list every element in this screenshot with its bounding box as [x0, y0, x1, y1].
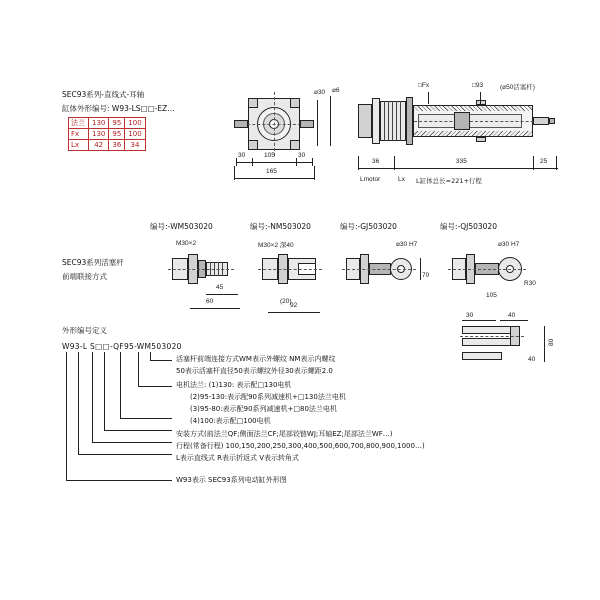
variant-2-code: 编号:-NM503020 — [250, 222, 311, 231]
variant-1-drawing — [172, 250, 242, 290]
legend-note-2: 电机法兰: (1)130: 表示配□130电机 — [176, 381, 292, 389]
label-piston-50: (⌀50活塞杆) — [500, 84, 535, 91]
end-view-drawing — [240, 90, 312, 156]
flange-table — [68, 117, 146, 151]
dim-right-30: 30 — [298, 152, 306, 159]
legend-note-1: 50表示活塞杆直径50表示螺纹外径30表示螺距2.0 — [176, 367, 333, 375]
flange-cell: 130 — [89, 118, 109, 129]
bracket-dim-80: 80 — [548, 338, 555, 346]
label-fx: □Fx — [418, 82, 430, 89]
variant-3-code: 编号:-GJ503020 — [340, 222, 397, 231]
variant-2-dim-20: (20) — [280, 298, 292, 305]
label-93: □93 — [472, 82, 484, 89]
flange-cell: 95 — [109, 129, 125, 140]
flange-cell: 100 — [125, 129, 145, 140]
legend-note-3: (2)95-130:表示配90系列减速机+□130法兰电机 — [190, 393, 346, 401]
legend-note-6: 安装方式(前法兰QF;侧面法兰CF;尾部铰链WJ;耳轴EZ;尾部法兰WF…) — [176, 430, 393, 438]
dim-25: 25 — [540, 158, 548, 165]
flange-cell: 100 — [125, 118, 145, 129]
dim-d6: ⌀6 — [332, 87, 340, 94]
flange-cell: 36 — [109, 140, 125, 151]
variant-1-thread: M30×2 — [176, 240, 197, 247]
dim-lmotor: Lmotor — [360, 176, 381, 183]
bracket-dim-40b: 40 — [528, 356, 536, 363]
dim-36: 36 — [372, 158, 380, 165]
table-row — [69, 118, 146, 129]
cylinder-side-view — [358, 92, 558, 154]
variant-2-drawing — [262, 250, 330, 290]
bracket-dim-40: 40 — [508, 312, 516, 319]
flange-row-name: Lx — [69, 140, 89, 151]
bracket-dim-30: 30 — [466, 312, 474, 319]
legend-code-sample: W93-L S□□-QF95-WM503020 — [62, 342, 182, 351]
flange-cell: 130 — [89, 129, 109, 140]
variant-4-dim-r30: R30 — [524, 280, 536, 287]
mid-section-label-line2: 前端联接方式 — [62, 272, 107, 281]
flange-cell: 42 — [89, 140, 109, 151]
variant-2-thread: M30×2 深40 — [258, 242, 294, 249]
flange-cell: 95 — [109, 118, 125, 129]
variant-4-thread: ⌀30 H7 — [498, 241, 520, 248]
variant-4-code: 编号:-QJ503020 — [440, 222, 497, 231]
top-section-label-line1: SEC93系列-直线式-耳轴 — [62, 90, 145, 99]
variant-3-dim-70: 70 — [422, 272, 430, 279]
legend-title: 外形编号定义 — [62, 326, 107, 335]
variant-1-dim-60: 60 — [206, 298, 214, 305]
legend-note-0: 活塞杆前端连接方式WM表示外螺纹 NM表示内螺纹 — [176, 355, 336, 363]
flange-row-name: Fx — [69, 129, 89, 140]
legend-note-9: W93表示 SEC93系列电动缸外形图 — [176, 476, 287, 484]
table-row — [69, 129, 146, 140]
variant-4-drawing — [452, 250, 538, 296]
dim-lx: Lx — [398, 176, 405, 183]
dim-d30: ⌀30 — [314, 89, 326, 96]
dim-cyl-total: L缸体总长=221+行程 — [416, 177, 482, 185]
legend-note-8: L表示直线式 R表示折返式 V表示转角式 — [176, 454, 300, 462]
variant-1-code: 编号:-WM503020 — [150, 222, 213, 231]
variant-3-thread: ⌀30 H7 — [396, 241, 418, 248]
legend-note-7: 行程(常备行程) 100,150,200,250,300,400,500,600,700,800,900,1000…) — [176, 442, 425, 450]
dim-335: 335 — [456, 158, 467, 165]
mid-section-label-line1: SEC93系列活塞杆 — [62, 258, 124, 267]
legend-note-4: (3)95-80:表示配90系列减速机+□80法兰电机 — [190, 405, 337, 413]
flange-row-name: 法兰 — [69, 118, 89, 129]
dim-mid-105: 105 — [264, 152, 275, 159]
legend-note-5: (4)100:表示配□100电机 — [190, 417, 271, 425]
variant-2-dim-92: 92 — [290, 302, 298, 309]
variant-1-dim-45: 45 — [216, 284, 224, 291]
variant-3-drawing — [346, 250, 424, 294]
top-section-label-line2: 缸体外形编号: W93-LS□□-EZ… — [62, 104, 175, 113]
table-row — [69, 140, 146, 151]
flange-cell: 34 — [125, 140, 145, 151]
dim-left-30: 30 — [238, 152, 246, 159]
dim-total-165: 165 — [266, 168, 277, 175]
variant-4-dim-105: 105 — [486, 292, 497, 299]
